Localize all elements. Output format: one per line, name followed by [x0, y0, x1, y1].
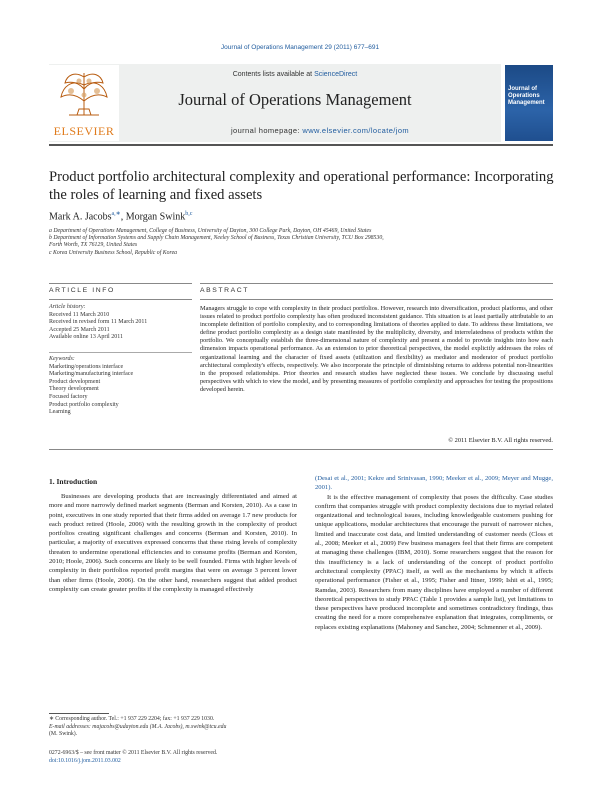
keyword: Marketing/operations interface [49, 363, 124, 370]
section-rule [49, 299, 192, 300]
copyright-notice: © 2011 Elsevier B.V. All rights reserved. [448, 437, 553, 444]
elsevier-wordmark: ELSEVIER [53, 124, 115, 138]
keyword: Product development [49, 378, 101, 385]
keyword: Focused factory [49, 393, 88, 400]
affiliation-line: Forth Worth, TX 76129, United States [49, 242, 138, 249]
body-column-right [315, 474, 553, 632]
author-affiliation-marker[interactable]: a,∗ [111, 211, 121, 217]
homepage-link[interactable]: www.elsevier.com/locate/jom [302, 126, 410, 135]
keyword: Product portfolio complexity [49, 401, 119, 408]
homepage-prefix: journal homepage: [230, 126, 303, 135]
section-rule [200, 283, 553, 284]
abstract-heading: ABSTRACT [200, 287, 250, 294]
author-separator: , [120, 211, 126, 223]
affiliation-line: c Korea University Business School, Republic of Korea [49, 249, 178, 256]
keywords-rule [49, 352, 192, 353]
section-heading-introduction: 1. Introduction [49, 477, 98, 486]
elsevier-logo [49, 65, 119, 141]
email-addresses-cont: (M. Swink). [49, 731, 78, 738]
keyword: Marketing/manufacturing interface [49, 371, 134, 378]
author-affiliation-marker[interactable]: b,c [185, 211, 193, 217]
affiliation-line: b Department of Information Systems and Supply Chain Management, Neeley School of Business, Texas Christian University, TCU Box 298530, [49, 235, 384, 242]
article-info-heading: ARTICLE INFO [49, 287, 115, 294]
footnote-rule [49, 713, 109, 714]
cover-title: Journal of Operations Management [508, 86, 545, 106]
masthead-rule [49, 144, 553, 146]
journal-title: Journal of Operations Management [178, 90, 412, 109]
section-rule [200, 299, 553, 300]
history-item: Available online 13 April 2011 [49, 334, 123, 341]
email-addresses[interactable]: E-mail addresses: majacobs@udayton.edu (M.A. Jacobs), m.swink@tcu.edu [49, 723, 227, 730]
article-title: Product portfolio architectural complexity and operational performance: Incorporating the roles of learning and fixed assets [49, 169, 554, 203]
body-paragraph[interactable]: (Desai et al., 2001; Kekre and Srinivasan, 1990; Meeker et al., 2009; Meyer and Mugge, 2001). [315, 475, 553, 492]
history-item: Received in revised form 11 March 2011 [49, 319, 148, 326]
body-paragraph: It is the effective management of complexity that poses the difficulty. Case studies confirm that companies struggle with product complexity decisions due to myriad related organizational and technological issues, including knowledgeable customers pushing for unique applications, modular architectures that encourage the pursuit of narrower niches, limited and inaccurate cost data, and limited understanding of customer needs (Closs et al., 2008; Meeker et al., 2009) Few business managers feel that their firms are competent at managing these challenges (IBM, 2010). Some researchers suggest that the reason for this insufficiency is a lack of understanding of the concept of product portfolio architectural complexity (PPAC) itself, as well as the mechanisms by which it affects operational performance (Fisher et al., 1995; Fisher and Ittner, 1999; Ishii et al., 1995; Ramdas, 2003). Researchers from many disciplines have employed a number of different theoretical perspectives to study PPAC (Table 1 provides a sample list), yet limitations to these perspectives have produced incomplete and sometimes contradictory findings, thus creating the need for a more comprehensive explanation that integrates, compliments, or replaces existing explanations (Mahoney and Sanchez, 2004; Schmenner et al., 2009). [315, 493, 553, 631]
contents-prefix: Contents lists available at [232, 71, 315, 78]
footnote-block [49, 716, 297, 739]
contents-available-line [139, 71, 451, 78]
body-column-left: Businesses are developing products that are increasingly differentiated and aimed at more and more narrowly defined market segments (Berman and Korsten, 2010). As a case in point, executives in one study reported that their firms added on average 1.7 new products for each product retired (Hoole, 2006) with the resulting growth in the complexity of product portfolios creating significant challenges and concerns (Berman and Korsten, 2010). In particular, a majority of executives expressed concerns that these rising levels of complexity threaten to undermine operational efficiencies and to consume profits (Berman and Korsten, 2010; Hoole, 2006). Such concerns are likely to be well founded. Firms with higher levels of complexity in their portfolios reported profit margins that were on average 3 percent lower than other firms (Hoole, 2006). On the other hand, researchers suggest that added product complexity can create greater profits if the complexity is managed effectively [49, 493, 297, 593]
article-history [49, 304, 192, 342]
history-item: Received 11 March 2010 [49, 311, 110, 318]
doi-link[interactable]: doi:10.1016/j.jom.2011.03.002 [49, 757, 121, 764]
abstract-end-rule [49, 449, 553, 450]
author-name: Morgan Swink [125, 211, 186, 223]
sciencedirect-link[interactable]: ScienceDirect [314, 71, 358, 78]
section-rule [49, 283, 192, 284]
keywords-block [49, 356, 192, 417]
keyword: Theory development [49, 386, 99, 393]
journal-homepage-line [139, 126, 501, 135]
journal-citation[interactable]: Journal of Operations Management 29 (2011) 677–691 [220, 44, 380, 51]
affiliations [49, 228, 554, 257]
issn-doi-block [49, 750, 349, 765]
keywords-label: Keywords: [49, 356, 75, 362]
affiliation-line: a Department of Operations Management, College of Business, University of Dayton, 300 College Park, Dayton, OH 45469, United States [49, 228, 372, 234]
history-label: Article history: [49, 304, 86, 310]
corresponding-author-note: ∗ Corresponding author. Tel.: +1 937 229 2204; fax: +1 937 229 1030. [49, 716, 215, 722]
author-name: Mark A. Jacobs [49, 211, 112, 223]
issn-line: 0272-6963/$ – see front matter © 2011 Elsevier B.V. All rights reserved. [49, 750, 218, 756]
keyword: Learning [49, 409, 71, 416]
history-item: Accepted 25 March 2011 [49, 326, 110, 333]
author-line [49, 210, 192, 222]
abstract-text: Managers struggle to cope with complexity in their product portfolios. However, research into diversification, product platforms, and other issues related to product portfolio complexity has often produced inconsistent guidance. This situation is at least partially attributable to an incomplete definition of portfolio complexity, and to corresponding limitations of theories applied to date. To address these limitations, we define product portfolio complexity as a design state manifested by the multiplicity, diversity, and interrelatedness of products within the portfolio. We conceptually establish the three-dimensional nature of complexity and present a model to provide insights into how each dimension impacts operational performance. As an extension to prior theoretical perspectives, the model explicitly addresses the roles of organizational learning and the character of fixed assets (utilization and flexibility) as mediator and moderator of product portfolio architectural complexity's effects, respectively. We also incorporate the principle of diminishing returns to address potential non-linearities in the proposed relationships. Prior theories and research studies have neglected these issues. We conclude by discussing useful perspectives with which to view the model, and by presenting measures of portfolio complexity and approaches for testing the propositions developed herein. [200, 305, 553, 393]
